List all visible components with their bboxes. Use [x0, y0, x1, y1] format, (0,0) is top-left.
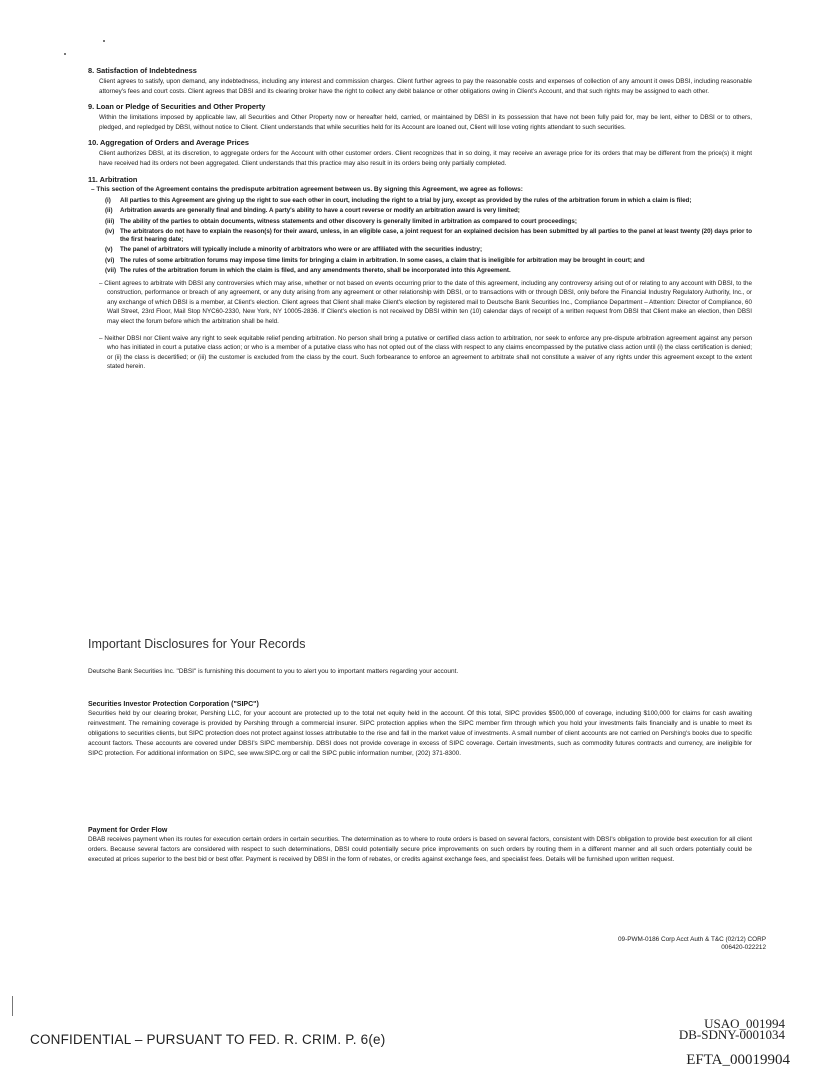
arbitration-item [105, 267, 752, 275]
item-number: (ii) [105, 207, 113, 215]
disclosures-intro: Deutsche Bank Securities Inc. "DBSI" is furnishing this document to you to alert you to important matters regarding your account. [88, 668, 459, 675]
item-text: Arbitration awards are generally final and binding. A party's ability to have a court reverse or modify an arbitration award is very limited; [120, 207, 520, 215]
disclosures-heading: Important Disclosures for Your Records [88, 637, 306, 651]
form-number-line: 09-PWM-0186 Corp Acct Auth & T&C (02/12) CORP [618, 936, 766, 943]
pfof-title: Payment for Order Flow [88, 827, 168, 834]
section-title: 10. Aggregation of Orders and Average Prices [88, 138, 250, 148]
section-text: Within the limitations imposed by applicable law, all Securities and Other Property now or hereafter held, carried, or maintained by DBSI in its possession that have not been fully paid for, may be lent, either to DBSI or to others, pledged, and repledged by DBSI, without notice to Client. Client understands that while securities held for its Account are loaned out, Client will lose voting rights attendant to such securities. [99, 114, 752, 131]
bates-stamp [630, 1018, 785, 1040]
pfof-text: DBAB receives payment when its routes for execution certain orders in certain securities. The determination as to where to route orders is based on several factors, consistent with DBSI's obligation to provide best execution for all client orders. Because several factors are considered with respect to such determinations, DBSI could potentially secure price improvements on such orders by routing them in a different manner and all such orders potentially could be executed at prices superior to the best bid or best offer. Payment is received by DBSI in the form of rebates, or credits against exchange fees, and specialist fees. Details will be furnished upon written request. [88, 836, 752, 863]
form-number-line: 006420-022212 [721, 944, 766, 952]
arbitration-item [105, 257, 752, 265]
sipc-block [88, 700, 752, 759]
item-number: (vi) [105, 256, 115, 264]
item-text: The panel of arbitrators will typically include a minority of arbitrators who were or are affiliated with the securities industry; [120, 246, 483, 254]
item-text: The rules of the arbitration forum in which the claim is filed, and any amendments thereto, shall be incorporated into this Agreement. [120, 266, 511, 274]
item-text: The rules of some arbitration forums may impose time limits for bringing a claim in arbitration. In some cases, a claim that is ineligible for arbitration may be brought in court; and [120, 256, 645, 264]
section-text: Client agrees to satisfy, upon demand, any indebtedness, including any interest and commission charges. Client further agrees to pay the reasonable costs and expenses of collection of any amount it owes DBSI, including reasonable attorney's fees and court costs. Client agrees that DBSI and its clearing broker have the right to collect any debit balance or other obligations owing in Client's Account, and that such rights may be assigned to each other. [99, 78, 752, 95]
bates-number: USAO_001994 [704, 1016, 785, 1031]
section-loan-pledge [88, 102, 752, 132]
section-aggregation [88, 138, 752, 168]
item-text: The ability of the parties to obtain documents, witness statements and other discovery is generally limited in arbitration as compared to court proceedings; [120, 217, 577, 225]
item-number: (v) [105, 246, 113, 254]
arbitration-item [105, 246, 752, 254]
item-text: All parties to this Agreement are giving up the right to sue each other in court, including the right to a trial by jury, except as provided by the rules of the arbitration forum in which a claim is filed; [120, 196, 692, 204]
section-satisfaction [88, 66, 752, 96]
payment-for-order-flow-block [88, 826, 752, 865]
item-number: (iii) [105, 217, 115, 225]
sipc-text: Securities held by our clearing broker, Pershing LLC, for your account are protected up to the total net equity held in the account. Of this total, SIPC provides $500,000 of coverage, including $100,000 for claims for cash awaiting reinvestment. The remaining coverage is provided by Pershing through a commercial insurer. SIPC protection applies when the SIPC member firm through which you hold your investments fails financially and is unable to meet its obligations to securities clients, but SIPC protection does not protect against losses attributable to the rise and fall in the market value of investments. A small number of client accounts are not carried on Pershing's books due to specific account factors. These accounts are covered under DBSI's SIPC membership. DBSI does not provide coverage in excess of SIPC coverage. Certain investments, such as commodity futures contracts and currency, are ineligible for SIPC protection. For additional information on SIPC, see www.SIPC.org or call the SIPC public information number, (202) 371-8300. [88, 710, 752, 757]
bates-number: DB-SDNY-0001034 [678, 1027, 785, 1042]
arbitration-class-action-paragraph: – Neither DBSI nor Client waive any right to seek equitable relief pending arbitration. No person shall bring a putative or certified class action to arbitration, nor seek to enforce any pre-dispute arbitration agreement against any person who has initiated in court a putative class action; or who is a member of a putative class who has not opted out of the class with respect to any claims encompassed by the putative class action until (i) the class certification is denied; or (ii) the class is decertified; or (iii) the customer is excluded from the class by the court. Such forbearance to enforce an agreement to arbitrate shall not constitute a waiver of any rights under this agreement except to the extent stated herein. [99, 334, 752, 371]
item-number: (vii) [105, 266, 117, 274]
scan-speck [12, 996, 13, 1016]
sipc-title: Securities Investor Protection Corporation ("SIPC") [88, 701, 259, 708]
item-number: (i) [105, 196, 111, 204]
section-arbitration [88, 175, 752, 372]
arbitration-election-paragraph: – Client agrees to arbitrate with DBSI any controversies which may arise, whether or not based on events occurring prior to the date of this agreement, including any controversy arising out of or relating to any account with DBSI, to the construction, performance or breach of any agreement, or any duty arising from any agreement or other relationship with DBSI, or to transactions with or through DBSI, only before the Financial Industry Regulatory Authority, Inc., or any exchange of which DBSI is a member, at Client's election. Client agrees that Client shall make Client's election by registered mail to Deutsche Bank Securities Inc., Compliance Department – Attention: Director of Compliance, 60 Wall Street, 23rd Floor, Mail Stop NYC60-2330, New York, NY 10005-2836. If Client's election is not received by DBSI within ten (10) calendar days of receipt of a written request from DBSI that Client make an election, then DBSI may elect the forum before which the arbitration shall be held. [99, 279, 752, 326]
confidential-notice: CONFIDENTIAL – PURSUANT TO FED. R. CRIM. P. 6(e) [30, 1032, 386, 1047]
item-number: (iv) [105, 227, 115, 235]
arbitration-item [105, 218, 752, 226]
arbitration-intro: – This section of the Agreement contains the predispute arbitration agreement between us. By signing this Agreement, we agree as follows: [91, 185, 523, 193]
section-title: 8. Satisfaction of Indebtedness [88, 66, 197, 75]
efta-number: EFTA_00019904 [686, 1052, 790, 1068]
arbitration-items [105, 197, 752, 275]
section-text: Client authorizes DBSI, at its discretion, to aggregate orders for the Account with other customer orders. Client recognizes that in so doing, it may receive an average price for its orders that may be different from the price(s) it might have received had its orders not been aggregated. Client understands that this practice may also result in its orders being only partially completed. [99, 150, 752, 167]
arbitration-item [105, 228, 752, 244]
arbitration-item [105, 207, 752, 215]
form-number [530, 936, 766, 953]
scan-speck [103, 40, 105, 42]
section-title: 11. Arbitration [88, 174, 138, 184]
item-text: The arbitrators do not have to explain the reason(s) for their award, unless, in an eligible case, a joint request for an explained decision has been submitted by all parties to the panel at least twenty (20) days prior to the first hearing date; [120, 227, 752, 243]
scan-speck [64, 53, 66, 55]
terms-body [88, 66, 752, 379]
section-title: 9. Loan or Pledge of Securities and Other Property [88, 102, 266, 112]
arbitration-item [105, 197, 752, 205]
